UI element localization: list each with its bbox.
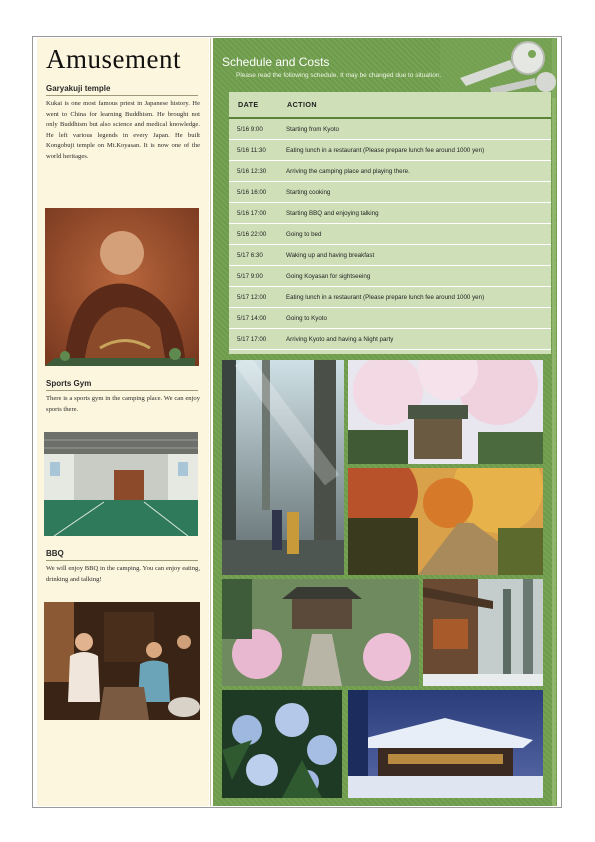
page-title: Amusement (46, 44, 181, 74)
row-date: 5/16 9:00 (237, 126, 263, 133)
snow-temple-night-image (348, 690, 543, 798)
table-row (229, 203, 551, 224)
table-row (229, 308, 551, 329)
kukai-portrait-image (45, 208, 199, 366)
table-row (229, 266, 551, 287)
table-row (229, 224, 551, 245)
row-action: Waking up and having breakfast (286, 252, 375, 259)
column-header-date: DATE (238, 100, 259, 109)
panel-edge (552, 38, 556, 806)
row-date: 5/16 16:00 (237, 189, 267, 196)
row-action: Going to bed (286, 231, 322, 238)
column-divider (210, 38, 211, 806)
table-row (229, 161, 551, 182)
hydrangea-flowers-image (222, 690, 342, 798)
autumn-path-image (348, 468, 543, 575)
row-action: Eating lunch in a restaurant (Please prepare lunch fee around 1000 yen) (286, 147, 485, 154)
row-action: Going to Kyoto (286, 315, 327, 322)
forest-path-image (222, 360, 344, 575)
table-row (229, 182, 551, 203)
row-date: 5/17 6:30 (237, 252, 263, 259)
section-text-gym: There is a sports gym in the camping place. We can enjoy sports there. (46, 395, 200, 413)
section-heading-gym: Sports Gym (46, 379, 92, 388)
keys-image (440, 38, 557, 98)
row-action: Arriving the camping place and playing there. (286, 168, 410, 175)
temple-stairs-image (222, 579, 419, 686)
sports-gym-image (44, 432, 198, 536)
row-date: 5/16 17:00 (237, 210, 267, 217)
schedule-subtitle: Please read the following schedule. It may be changed due to situation. (236, 72, 442, 79)
row-action: Starting BBQ and enjoying talking (286, 210, 379, 217)
column-header-action: ACTION (287, 100, 317, 109)
row-date: 5/17 17:00 (237, 336, 267, 343)
table-row (229, 329, 551, 350)
row-action: Arriving Kyoto and having a Night party (286, 336, 394, 343)
section-heading-bbq: BBQ (46, 549, 64, 558)
table-row (229, 119, 551, 140)
row-date: 5/16 12:30 (237, 168, 267, 175)
row-date: 5/17 9:00 (237, 273, 263, 280)
section-text-bbq: We will enjoy BBQ in the camping. You can enjoy eating, drinking and talking! (46, 565, 200, 583)
snowy-shrine-image (423, 579, 543, 686)
row-action: Starting from Kyoto (286, 126, 339, 133)
section-heading-temple: Garyakuji temple (46, 84, 111, 93)
table-row (229, 245, 551, 266)
cherry-blossom-temple-image (348, 360, 543, 464)
section-rule (46, 390, 198, 391)
section-rule (46, 95, 198, 96)
section-text-temple: Kukai is one most famous priest in Japanese history. He went to China for learning Buddhism. He brought not only Buddhism but also science and medical knowledge. He left various legends in every Japan. He built Kongobuji temple on Mt.Koyasan. It is now one of the world heritages. (46, 100, 200, 160)
row-action: Eating lunch in a restaurant (Please prepare lunch fee around 1000 yen) (286, 294, 485, 301)
bbq-party-image (44, 602, 200, 720)
row-date: 5/16 22:00 (237, 231, 267, 238)
row-action: Starting cooking (286, 189, 331, 196)
row-action: Going Koyasan for sightseeing (286, 273, 371, 280)
section-rule (46, 560, 198, 561)
row-date: 5/16 11:30 (237, 147, 266, 154)
row-date: 5/17 12:00 (237, 294, 267, 301)
table-row (229, 140, 551, 161)
schedule-title: Schedule and Costs (222, 55, 330, 69)
table-row (229, 287, 551, 308)
row-date: 5/17 14:00 (237, 315, 267, 322)
